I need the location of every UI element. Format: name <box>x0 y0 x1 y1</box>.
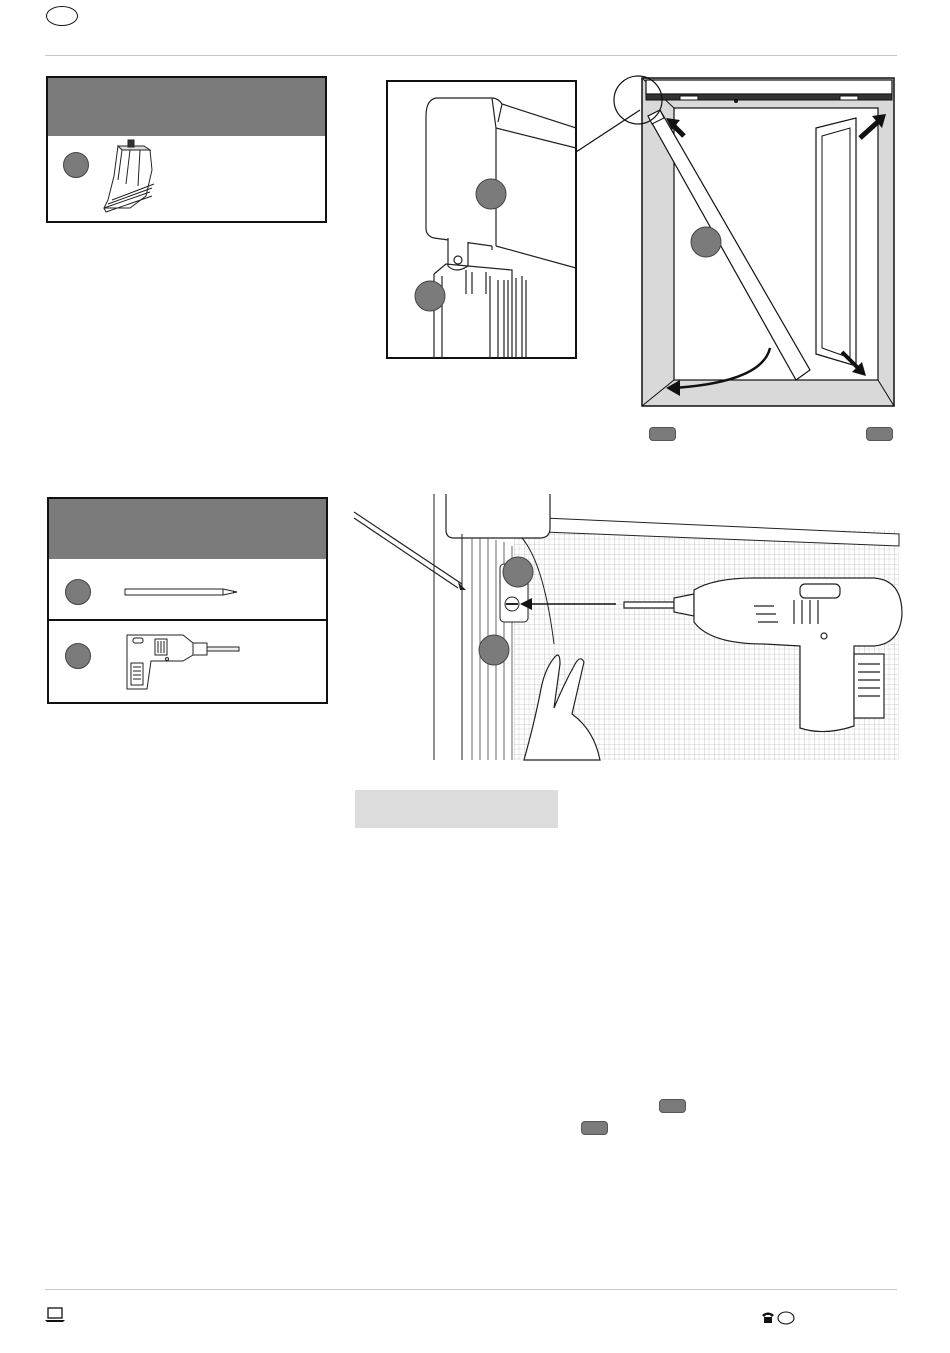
detail-marker-cassette <box>476 179 506 209</box>
section-subheading-band <box>355 790 558 828</box>
hotline-country-badge <box>778 1312 794 1324</box>
detail-marker-rail <box>415 281 445 311</box>
drilling-marker-bracket <box>503 557 533 587</box>
window-marker-bar <box>691 227 721 257</box>
parts-panel <box>46 76 327 223</box>
inline-reference-badge-2 <box>581 1121 608 1135</box>
tool-number-marker-pencil <box>65 579 91 605</box>
cassette-corner-detail-icon <box>386 80 578 360</box>
tools-panel-header <box>49 499 326 559</box>
window-figure-reference-left <box>649 427 676 441</box>
tools-panel <box>47 497 328 704</box>
pencil-icon <box>123 587 243 599</box>
window-frame-install-icon <box>624 70 900 415</box>
part-number-marker <box>63 152 89 178</box>
profile-rail-part-icon <box>100 140 170 220</box>
drilling-marker-rail <box>479 635 509 665</box>
footer-rule <box>45 1289 897 1290</box>
laptop-icon <box>45 1307 65 1323</box>
language-badge <box>46 6 78 26</box>
tool-number-marker-drill <box>65 643 91 669</box>
power-drill-icon <box>123 629 243 697</box>
parts-panel-header <box>48 78 325 136</box>
header-rule <box>45 55 897 56</box>
window-figure-reference-right <box>866 427 893 441</box>
drilling-illustration-icon <box>354 494 899 760</box>
inline-reference-badge-1 <box>659 1099 686 1113</box>
tools-panel-divider <box>49 619 326 621</box>
telephone-icon <box>761 1310 801 1326</box>
